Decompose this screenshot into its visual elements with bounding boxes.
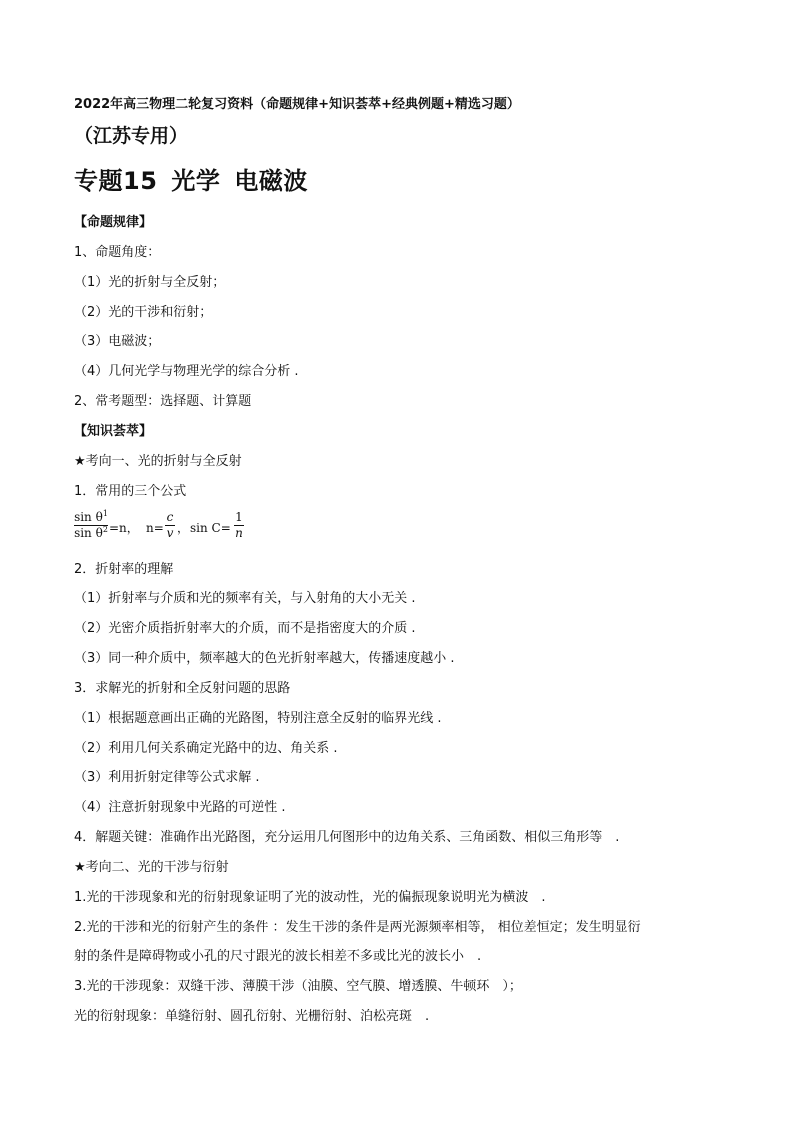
rules-line-1: 1、命题角度： [74,245,161,260]
formula-3-denominator: n [235,526,243,540]
page-title [74,166,308,196]
formula-2-denominator: v [166,526,174,540]
document-subheader: （江苏专用） [74,125,189,147]
title-topic-optics: 光学 [171,167,221,195]
formula-1-fraction [74,510,108,541]
formula-2-numerator: c [166,510,174,524]
formulas-title: 1．常用的三个公式 [74,484,187,499]
direction-1-heading: ★考向一、光的折射与全反射 [74,454,242,469]
document-header: 2022年高三物理二轮复习资料（命题规律+知识荟萃+经典例题+精选习题） [74,97,520,112]
rules-line-2: 2、常考题型：选择题、计算题 [74,394,252,409]
solution-key: 4．解题关键：准确作出光路图，充分运用几何图形中的边角关系、三角函数、相似三角形等 . [74,830,620,845]
method-item-4: （4）注意折射现象中光路的可逆性 . [74,800,286,815]
rules-item-4: （4）几何光学与物理光学的综合分析 . [74,364,299,379]
rules-item-1: （1）光的折射与全反射； [74,275,226,290]
formula-1-rhs: =n， [109,521,139,535]
formula-1-denominator-index: 2 [102,525,108,534]
direction-2-heading: ★考向二、光的干涉与衍射 [74,860,229,875]
interference-item-3: 3.光的干涉现象：双缝干涉、薄膜干涉（油膜、空气膜、增透膜、牛顿环 ）； [74,979,522,994]
interference-item-2-line-2: 射的条件是障碍物或小孔的尺寸跟光的波长相差不多或比光的波长小 . [74,949,482,964]
formula-2-fraction [165,510,175,541]
rules-item-3: （3）电磁波； [74,334,161,349]
rules-item-2: （2）光的干涉和衍射； [74,305,213,320]
refractive-index-item-2: （2）光密介质指折射率大的介质，而不是指密度大的介质 . [74,621,416,636]
refractive-index-item-3: （3）同一种介质中，频率越大的色光折射率越大，传播速度越小 . [74,651,455,666]
method-item-2: （2）利用几何关系确定光路中的边、角关系 . [74,741,338,756]
refractive-index-item-1: （1）折射率与介质和光的频率有关，与入射角的大小无关 . [74,591,416,606]
section-heading-rules: 【命题规律】 [74,215,153,230]
title-topic-em-waves: 电磁波 [234,167,308,195]
formula-1-denominator: sin θ [74,526,103,540]
refractive-index-title: 2．折射率的理解 [74,562,174,577]
section-heading-knowledge: 【知识荟萃】 [74,424,153,439]
method-item-1: （1）根据题意画出正确的光路图，特别注意全反射的临界光线 . [74,711,442,726]
interference-item-2-line-1: 2.光的干涉和光的衍射产生的条件 ：发生干涉的条件是两光源频率相等， 相位差恒定；发生明显衍 [74,920,641,935]
title-topic-number: 专题15 [74,167,158,195]
formula-1-numerator: sin θ [74,510,103,524]
diffraction-item: 光的衍射现象：单缝衍射、圆孔衍射、光栅衍射、泊松亮斑 . [74,1009,430,1024]
method-title: 3．求解光的折射和全反射问题的思路 [74,681,291,696]
interference-item-1: 1.光的干涉现象和光的衍射现象证明了光的波动性，光的偏振现象说明光为横波 . [74,890,546,905]
formula-3-fraction [234,510,244,541]
method-item-3: （3）利用折射定律等公式求解 . [74,770,260,785]
formula-3-lhs: sin C= [190,521,231,535]
formula-1-numerator-index: 1 [102,509,108,518]
formula-separator: ， [177,521,190,535]
formula-3-numerator: 1 [235,510,243,524]
formula-2-lhs: n= [146,521,164,535]
